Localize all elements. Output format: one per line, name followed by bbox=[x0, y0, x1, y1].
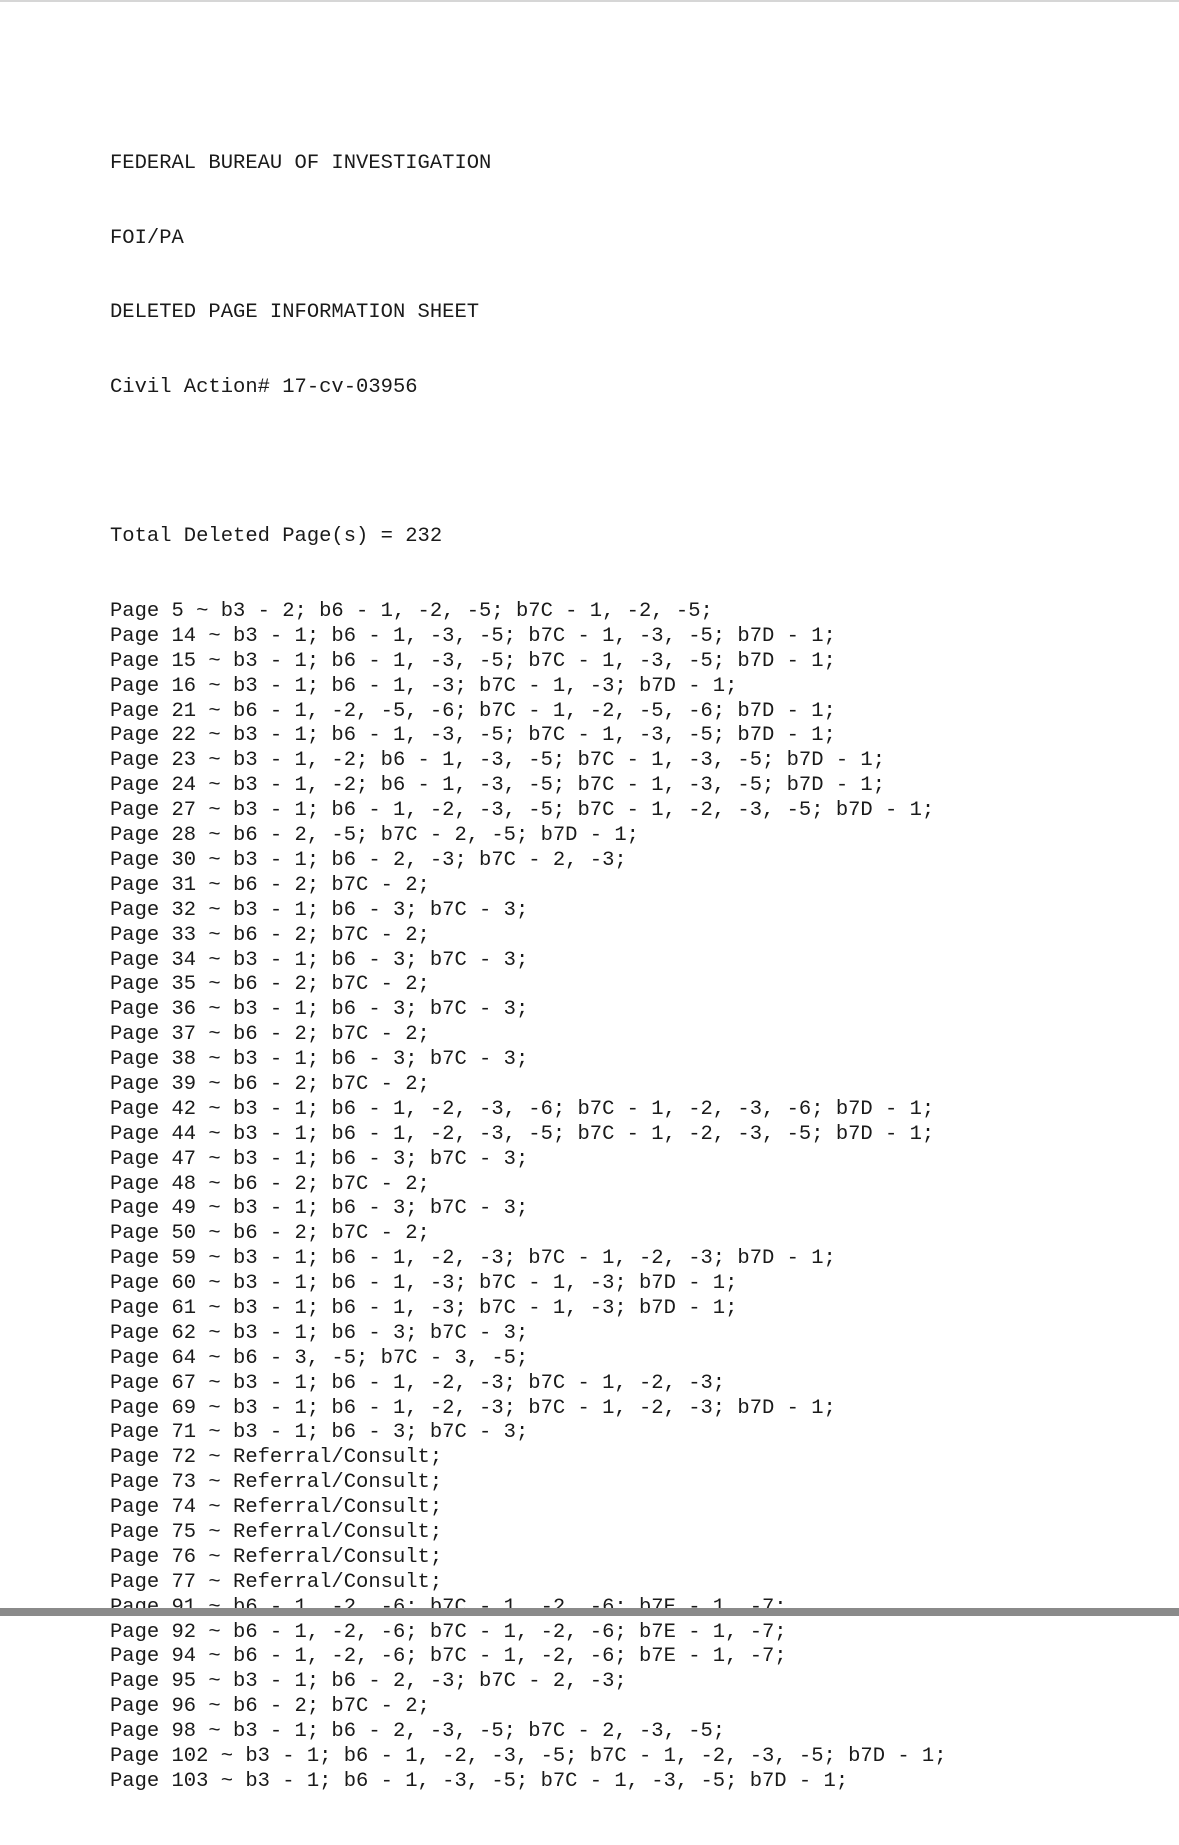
deleted-page-entry: Page 71 ~ b3 - 1; b6 - 3; b7C - 3; bbox=[110, 1421, 529, 1445]
deleted-page-entry: Page 27 ~ b3 - 1; b6 - 1, -2, -3, -5; b7C - 1, -2, -3, -5; b7D - 1; bbox=[110, 799, 935, 823]
deleted-page-entry: Page 37 ~ b6 - 2; b7C - 2; bbox=[110, 1023, 430, 1047]
deleted-page-entry: Page 103 ~ b3 - 1; b6 - 1, -3, -5; b7C - 1, -3, -5; b7D - 1; bbox=[110, 1769, 849, 1793]
deleted-page-entry: Page 74 ~ Referral/Consult; bbox=[110, 1496, 443, 1520]
deleted-page-entry: Page 102 ~ b3 - 1; b6 - 1, -2, -3, -5; b7C - 1, -2, -3, -5; b7D - 1; bbox=[110, 1745, 947, 1768]
blank-line bbox=[110, 451, 947, 476]
deleted-page-entry: Page 14 ~ b3 - 1; b6 - 1, -3, -5; b7C - 1, -3, -5; b7D - 1; bbox=[110, 624, 836, 648]
deleted-page-entry: Page 76 ~ Referral/Consult; bbox=[110, 1545, 443, 1569]
deleted-page-entry: Page 77 ~ Referral/Consult; bbox=[110, 1570, 443, 1594]
deleted-page-entry: Page 24 ~ b3 - 1, -2; b6 - 1, -3, -5; b7C - 1, -3, -5; b7D - 1; bbox=[110, 774, 886, 798]
total-deleted-pages: Total Deleted Page(s) = 232 bbox=[110, 525, 443, 549]
deleted-page-entry: Page 33 ~ b6 - 2; b7C - 2; bbox=[110, 923, 430, 947]
agency-heading: FEDERAL BUREAU OF INVESTIGATION bbox=[110, 151, 492, 175]
deleted-page-entry: Page 16 ~ b3 - 1; b6 - 1, -3; b7C - 1, -3; b7D - 1; bbox=[110, 674, 738, 698]
deleted-page-entry: Page 72 ~ Referral/Consult; bbox=[110, 1446, 443, 1470]
deleted-page-entry: Page 96 ~ b6 - 2; b7C - 2; bbox=[110, 1695, 430, 1719]
deleted-page-entry: Page 31 ~ b6 - 2; b7C - 2; bbox=[110, 873, 430, 897]
viewer-bottom-edge bbox=[0, 1608, 1179, 1616]
deleted-page-entry: Page 36 ~ b3 - 1; b6 - 3; b7C - 3; bbox=[110, 998, 529, 1022]
civil-action-number: Civil Action# 17-cv-03956 bbox=[110, 375, 418, 399]
deleted-page-entry: Page 28 ~ b6 - 2, -5; b7C - 2, -5; b7D - 1; bbox=[110, 824, 639, 848]
deleted-page-entry: Page 61 ~ b3 - 1; b6 - 1, -3; b7C - 1, -3; b7D - 1; bbox=[110, 1296, 738, 1320]
deleted-page-information-sheet bbox=[110, 102, 947, 1845]
deleted-page-entry: Page 92 ~ b6 - 1, -2, -6; b7C - 1, -2, -6; b7E - 1, -7; bbox=[110, 1620, 787, 1644]
deleted-page-entry: Page 64 ~ b6 - 3, -5; b7C - 3, -5; bbox=[110, 1346, 529, 1370]
deleted-page-entry: Page 50 ~ b6 - 2; b7C - 2; bbox=[110, 1222, 430, 1246]
deleted-page-entry: Page 21 ~ b6 - 1, -2, -5, -6; b7C - 1, -2, -5, -6; b7D - 1; bbox=[110, 699, 836, 723]
deleted-page-entry: Page 32 ~ b3 - 1; b6 - 3; b7C - 3; bbox=[110, 898, 529, 922]
deleted-page-entry: Page 35 ~ b6 - 2; b7C - 2; bbox=[110, 973, 430, 997]
deleted-page-entry: Page 48 ~ b6 - 2; b7C - 2; bbox=[110, 1172, 430, 1196]
deleted-page-entry: Page 75 ~ Referral/Consult; bbox=[110, 1520, 443, 1544]
deleted-page-entry: Page 44 ~ b3 - 1; b6 - 1, -2, -3, -5; b7C - 1, -2, -3, -5; b7D - 1; bbox=[110, 1122, 935, 1146]
deleted-page-entry: Page 94 ~ b6 - 1, -2, -6; b7C - 1, -2, -6; b7E - 1, -7; bbox=[110, 1645, 787, 1669]
deleted-page-entry: Page 38 ~ b3 - 1; b6 - 3; b7C - 3; bbox=[110, 1048, 529, 1072]
deleted-page-entry: Page 42 ~ b3 - 1; b6 - 1, -2, -3, -6; b7C - 1, -2, -3, -6; b7D - 1; bbox=[110, 1097, 935, 1121]
deleted-page-entry: Page 73 ~ Referral/Consult; bbox=[110, 1471, 443, 1495]
deleted-page-entry: Page 67 ~ b3 - 1; b6 - 1, -2, -3; b7C - 1, -2, -3; bbox=[110, 1371, 726, 1395]
deleted-page-entry: Page 23 ~ b3 - 1, -2; b6 - 1, -3, -5; b7C - 1, -3, -5; b7D - 1; bbox=[110, 749, 886, 773]
deleted-page-entry: Page 22 ~ b3 - 1; b6 - 1, -3, -5; b7C - 1, -3, -5; b7D - 1; bbox=[110, 724, 836, 748]
deleted-page-entry: Page 95 ~ b3 - 1; b6 - 2, -3; b7C - 2, -3; bbox=[110, 1670, 627, 1694]
deleted-page-entry: Page 30 ~ b3 - 1; b6 - 2, -3; b7C - 2, -3; bbox=[110, 848, 627, 872]
deleted-page-entry: Page 34 ~ b3 - 1; b6 - 3; b7C - 3; bbox=[110, 948, 529, 972]
deleted-page-entry: Page 47 ~ b3 - 1; b6 - 3; b7C - 3; bbox=[110, 1147, 529, 1171]
deleted-page-entry: Page 5 ~ b3 - 2; b6 - 1, -2, -5; b7C - 1, -2, -5; bbox=[110, 600, 713, 624]
deleted-page-entry: Page 49 ~ b3 - 1; b6 - 3; b7C - 3; bbox=[110, 1197, 529, 1221]
deleted-page-entry: Page 62 ~ b3 - 1; b6 - 3; b7C - 3; bbox=[110, 1321, 529, 1345]
sheet-title: DELETED PAGE INFORMATION SHEET bbox=[110, 301, 480, 325]
deleted-page-entry: Page 69 ~ b3 - 1; b6 - 1, -2, -3; b7C - 1, -2, -3; b7D - 1; bbox=[110, 1396, 836, 1420]
deleted-page-entry: Page 59 ~ b3 - 1; b6 - 1, -2, -3; b7C - 1, -2, -3; b7D - 1; bbox=[110, 1247, 836, 1271]
deleted-page-entry: Page 98 ~ b3 - 1; b6 - 2, -3, -5; b7C - 2, -3, -5; bbox=[110, 1720, 726, 1744]
deleted-page-entry: Page 39 ~ b6 - 2; b7C - 2; bbox=[110, 1072, 430, 1096]
division-heading: FOI/PA bbox=[110, 226, 184, 250]
deleted-page-entry: Page 15 ~ b3 - 1; b6 - 1, -3, -5; b7C - 1, -3, -5; b7D - 1; bbox=[110, 649, 836, 673]
deleted-page-entry: Page 60 ~ b3 - 1; b6 - 1, -3; b7C - 1, -3; b7D - 1; bbox=[110, 1272, 738, 1296]
